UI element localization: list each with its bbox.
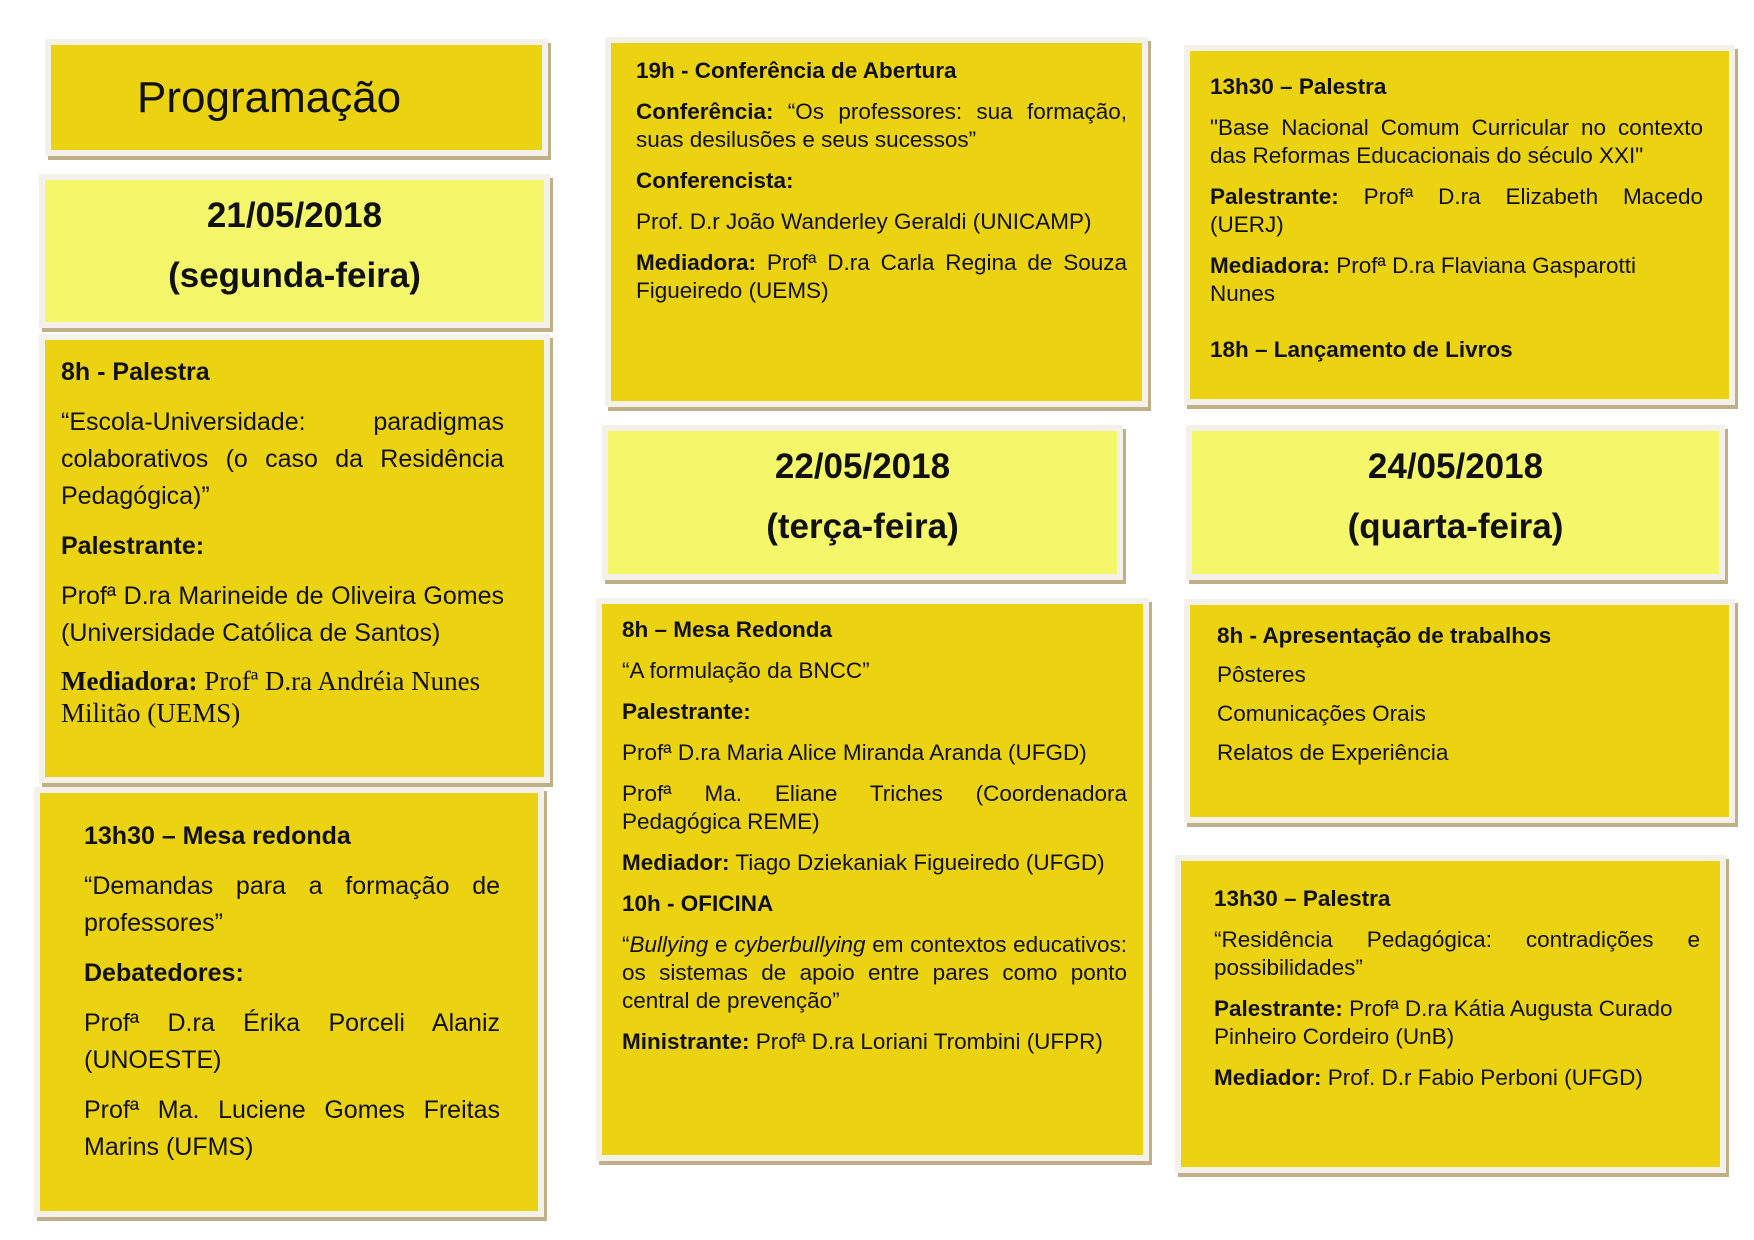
event-heading: 13h30 – Palestra [1210, 74, 1387, 99]
event-heading: 8h - Palestra [61, 358, 210, 386]
speaker-line [1210, 183, 1703, 239]
event-heading: 8h - Apresentação de trabalhos [1217, 623, 1552, 648]
event-card-d2-palestra [1184, 45, 1735, 405]
instructor-label: Ministrante: [622, 1029, 750, 1054]
day-weekday: (terça-feira) [766, 507, 959, 546]
day-weekday: (quarta-feira) [1347, 507, 1564, 546]
speaker-name: Prof. D.r João Wanderley Geraldi (UNICAMP) [636, 209, 1092, 234]
mediator-label: Mediador: [622, 850, 730, 875]
event-heading: 10h - OFICINA [622, 891, 774, 916]
speaker-name: Profª Ma. Eliane Triches (Coordenadora Pedagógica REME) [622, 781, 1127, 834]
speaker-label: Conferencista: [636, 168, 794, 193]
debater-name: Profª Ma. Luciene Gomes Freitas Marins (UFMS) [84, 1096, 500, 1161]
event-card-d2-mesa [596, 598, 1149, 1161]
debater-name: Profª D.ra Érika Porceli Alaniz (UNOESTE) [84, 1009, 500, 1074]
instructor-name: Profª D.ra Loriani Trombini (UFPR) [749, 1029, 1103, 1054]
mediator-line [1210, 252, 1703, 308]
mediator-line [636, 249, 1127, 305]
mediator-name: Tiago Dziekaniak Figueiredo (UFGD) [729, 850, 1105, 875]
conference-theme: “Os professores: sua formação, suas desilusões e seus sucessos” [636, 99, 1127, 152]
speaker-label: Palestrante: [1210, 184, 1339, 209]
debaters-label: Debatedores: [84, 959, 244, 987]
event-theme: "Base Nacional Comum Curricular no contexto das Reformas Educacionais do século XXI" [1210, 115, 1703, 168]
mediator-label: Mediadora: [61, 666, 198, 696]
page-title: Programação [51, 45, 542, 150]
list-item: Comunicações Orais [1217, 701, 1426, 726]
day-date: 24/05/2018 [1367, 447, 1544, 486]
speaker-label: Palestrante: [61, 532, 205, 560]
mediator-name: Profª D.ra Carla Regina de Souza Figueiredo (UEMS) [636, 250, 1127, 303]
mediator-line [61, 665, 504, 729]
event-card-d1-mesa [34, 787, 544, 1217]
theme-text: e [708, 932, 735, 957]
mediator-label: Mediadora: [636, 250, 757, 275]
event-heading: 19h - Conferência de Abertura [636, 58, 957, 83]
event-heading: 13h30 – Palestra [1214, 886, 1391, 911]
mediator-name: Profª D.ra Andréia Nunes Militão (UEMS) [61, 666, 481, 728]
instructor-line [622, 1028, 1127, 1056]
day-card-22-05 [602, 425, 1123, 580]
theme-italic: cyberbullying [734, 932, 866, 957]
event-theme: “Escola-Universidade: paradigmas colaborativos (o caso da Residência Pedagógica)” [61, 408, 504, 510]
speaker-name: Profª D.ra Maria Alice Miranda Aranda (UFGD) [622, 740, 1087, 765]
event-card-d1-palestra [39, 334, 550, 783]
speaker-label: Palestrante: [622, 699, 751, 724]
event-theme: “Residência Pedagógica: contradições e possibilidades” [1214, 927, 1700, 980]
event-theme: “A formulação da BNCC” [622, 658, 870, 683]
mediator-label: Mediador: [1214, 1065, 1322, 1090]
event-theme: “Demandas para a formação de professores” [84, 872, 500, 937]
event-card-d3-palestra [1175, 855, 1726, 1173]
speaker-name: Profª D.ra Kátia Augusta Curado Pinheiro Cordeiro (UnB) [1214, 996, 1673, 1049]
mediator-name: Profª D.ra Flaviana Gasparotti Nunes [1210, 253, 1636, 306]
list-item: Relatos de Experiência [1217, 740, 1449, 765]
day-card-21-05 [39, 174, 550, 328]
speaker-line [1214, 995, 1700, 1051]
quote-open: “ [622, 932, 630, 957]
speaker-label: Palestrante: [1214, 996, 1343, 1021]
day-date: 21/05/2018 [206, 196, 383, 235]
day-card-24-05 [1186, 425, 1725, 580]
event-heading: 13h30 – Mesa redonda [84, 822, 351, 850]
title-card [45, 39, 548, 156]
event-theme [622, 931, 1127, 1015]
event-card-d3-trabalhos [1184, 599, 1735, 823]
mediator-line [1214, 1064, 1700, 1092]
mediator-label: Mediadora: [1210, 253, 1331, 278]
day-weekday: (segunda-feira) [168, 256, 421, 295]
conference-label: Conferência: [636, 99, 774, 124]
theme-text: em contextos educativos: os sistemas de apoio entre pares como ponto central de prevenção” [622, 932, 1127, 1013]
conference-line [636, 98, 1127, 154]
mediator-name: Prof. D.r Fabio Perboni (UFGD) [1321, 1065, 1643, 1090]
speaker-name: Profª D.ra Marineide de Oliveira Gomes (Universidade Católica de Santos) [61, 582, 504, 647]
speaker-name: Profª D.ra Elizabeth Macedo (UERJ) [1210, 184, 1703, 237]
mediator-line [622, 849, 1127, 877]
day-date: 22/05/2018 [774, 447, 951, 486]
event-heading: 8h – Mesa Redonda [622, 617, 833, 642]
event-card-d1-conferencia [605, 37, 1148, 407]
list-item: Pôsteres [1217, 662, 1306, 687]
book-launch-heading: 18h – Lançamento de Livros [1210, 337, 1513, 362]
theme-italic: Bullying [629, 932, 709, 957]
